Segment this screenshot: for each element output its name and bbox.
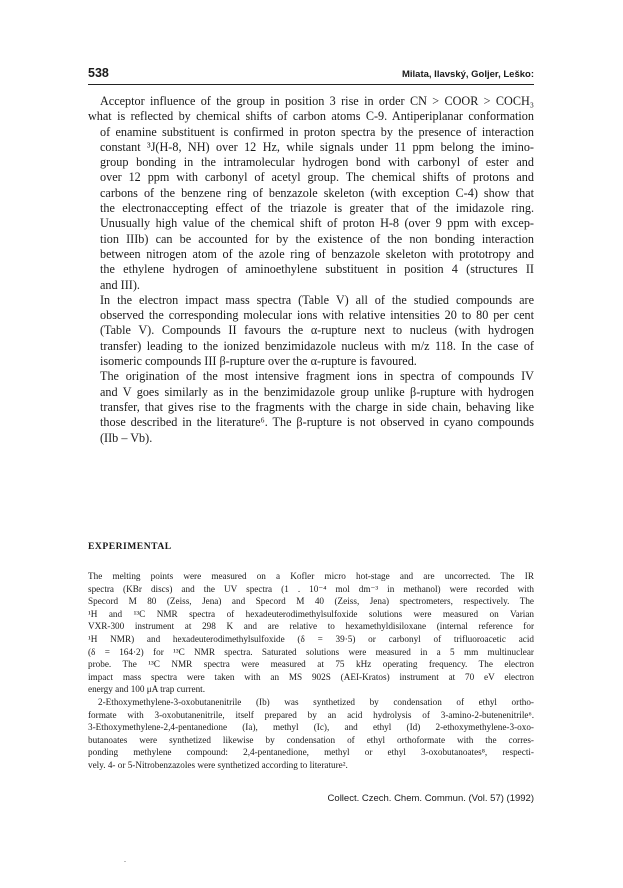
section-heading: EXPERIMENTAL xyxy=(88,541,172,552)
experimental-text xyxy=(88,570,534,772)
text-line: isomeric compounds III β-rupture over the α-rupture is favoured. xyxy=(100,354,417,369)
text-line: transfer) leading to the ionized benzimidazole nucleus with m/z 118. In the case of xyxy=(100,338,534,353)
text-line: formate with 3-oxobutanenitrile, itself prepared by an acid hydrolysis of 3-amino-2-butenenitrile⁶. xyxy=(88,709,534,720)
text-line: vely. 4- or 5-Nitrobenzazoles were synthetized according to literature². xyxy=(88,759,348,770)
running-head: Milata, Ilavský, Goljer, Leško: xyxy=(401,69,534,80)
text-line: constant ³J(H-8, NH) over 12 Hz, while signals under 11 ppm belong the imino- xyxy=(100,139,534,154)
text-line: ¹H NMR) and hexadeuterodimethylsulfoxide (δ = 39·5) or carbonyl of trifluoroacetic acid xyxy=(88,633,534,644)
text-line: In the electron impact mass spectra (Table V) all of the studied compounds are xyxy=(100,292,534,307)
text-line: 3-Ethoxymethylene-2,4-pentanedione (Ia), methyl (Ic), and ethyl (Id) 2-ethoxymethylene-3-oxo- xyxy=(88,722,534,733)
scan-speck xyxy=(124,861,126,862)
text-line: The origination of the most intensive fragment ions in spectra of compounds IV xyxy=(100,369,534,384)
page-footer: Collect. Czech. Chem. Commun. (Vol. 57) (1992) xyxy=(327,793,534,804)
page-number: 538 xyxy=(88,66,109,80)
text-line: what is reflected by chemical shifts of carbon atoms C-9. Antiperiplanar conformation xyxy=(88,109,534,124)
text-line: impact mass spectra were taken with an MS 902S (AEI-Kratos) instrument at 70 eV electron xyxy=(88,671,534,682)
text-line: carbons of the benzene ring of benzazole skeleton (with exception C-4) show that xyxy=(100,185,534,200)
text-line: (IIb – Vb). xyxy=(100,430,153,445)
text-line: butanoates were synthetized likewise by condensation of ethyl orthoformate with the corres- xyxy=(88,734,534,745)
text-line: ponding methylene compound: 2,4-pentanedione, methyl or ethyl 3-oxobutanoates⁸, respecti- xyxy=(88,747,534,758)
text-line: (Table V). Compounds II favours the α-rupture next to nucleus (with hydrogen xyxy=(100,323,534,338)
text-line: over 12 ppm with carbonyl of acetyl group. The chemical shifts of protons and xyxy=(100,170,534,185)
text-line: spectra (KBr discs) and the UV spectra (1 . 10⁻⁴ mol dm⁻³ in methanol) were recorded with xyxy=(88,583,534,594)
body-text xyxy=(88,94,534,446)
text-line: Acceptor influence of the group in position 3 rise in order CN > COOR > COCH₃ xyxy=(100,94,534,108)
text-line: observed the corresponding molecular ions with relative intensities 20 to 80 per cent xyxy=(100,308,534,323)
text-line: the ethylene hydrogen of aminoethylene substituent in position 4 (structures II xyxy=(100,262,534,277)
text-line: (δ = 164·2) for ¹³C NMR spectra. Saturated solutions were measured in a 5 mm multinuclear xyxy=(88,646,534,657)
text-line: The melting points were measured on a Kofler micro hot-stage and are uncorrected. The IR xyxy=(88,571,534,581)
paragraph xyxy=(88,369,534,445)
text-line: Specord M 80 (Zeiss, Jena) and Specord M 40 (Zeiss, Jena) spectrometers, respectively. The xyxy=(88,596,534,607)
text-line: of enamine substituent is confirmed in proton spectra by the presence of interaction xyxy=(100,124,534,139)
text-line: ¹H and ¹³C NMR spectra of hexadeuterodimethylsulfoxide solutions were measured on Varian xyxy=(88,608,534,619)
text-line: energy and 100 μA trap current. xyxy=(88,684,206,695)
text-line: and V goes similarly as in the benzimidazole group unlike β-rupture with hydrogen xyxy=(100,384,534,399)
text-line: those described in the literature⁶. The β-rupture is not observed in cyano compounds xyxy=(100,415,534,430)
text-line: VXR-300 instrument at 298 K and are relative to hexamethyldisiloxane (internal reference for xyxy=(88,621,534,632)
header-rule xyxy=(88,84,534,85)
text-line: Unusually high value of the chemical shift of proton H-8 (over 9 ppm with excep- xyxy=(100,216,534,231)
text-line: group bonding in the intramolecular hydrogen bond with carbonyl of ester and xyxy=(100,155,534,170)
text-line: probe. The ¹³C NMR spectra were measured at 75 kHz operating frequency. The electron xyxy=(88,659,534,670)
text-line: tion IIIb) can be accounted for by the existence of the non bonding interaction xyxy=(100,231,534,246)
paragraph xyxy=(88,94,534,293)
text-line: and III). xyxy=(100,277,140,292)
text-line: the electronaccepting effect of the triazole is greater that of the imidazole ring. xyxy=(100,201,534,216)
page-header xyxy=(88,66,534,82)
paragraph xyxy=(88,293,534,369)
text-line: transfer, that gives rise to the fragments with the charge in side chain, behaving like xyxy=(100,399,534,414)
text-line: between nitrogen atom of the azole ring of benzazole skeleton with prototropy and xyxy=(100,246,534,261)
text-line: 2-Ethoxymethylene-3-oxobutanenitrile (Ib) was synthetized by condensation of ethyl ortho- xyxy=(98,696,534,707)
